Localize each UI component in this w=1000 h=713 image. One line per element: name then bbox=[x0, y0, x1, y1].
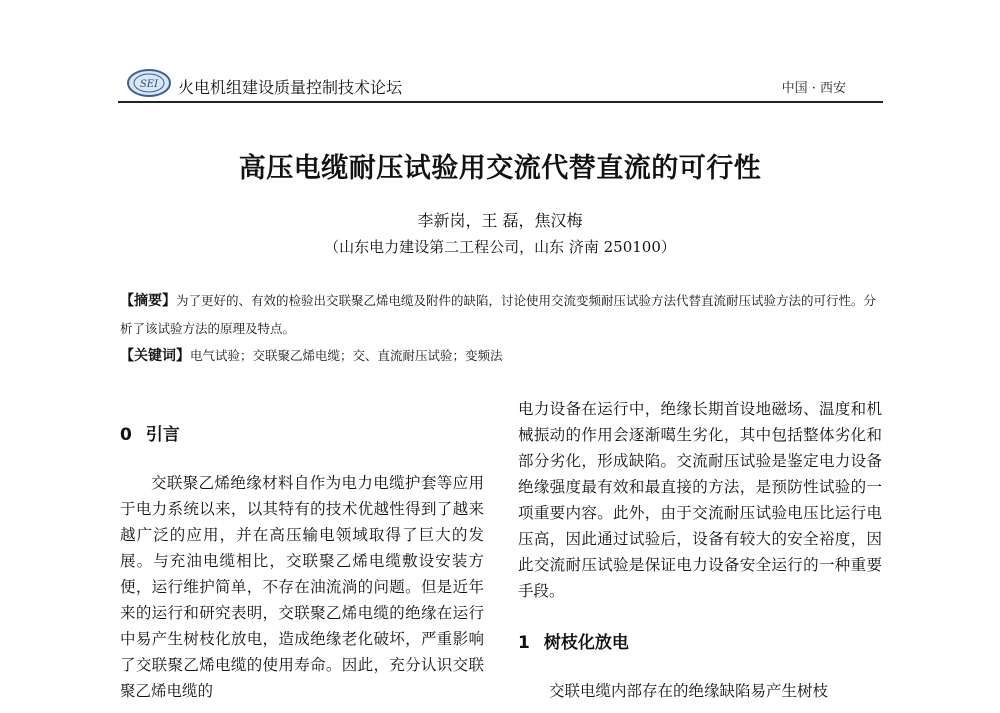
section-1-paragraph: 交联电缆内部存在的绝缘缺陷易产生树枝 bbox=[549, 682, 829, 700]
right-paragraph: 电力设备在运行中，绝缘长期首设地磁场、温度和机械振动的作用会逐渐噶生劣化，其中包括整体劣化和部分劣化，形成缺陷。交流耐压试验是鉴定电力设备绝缘强度最有效和最直接的方法，是预防性试验的一项重要内容。此外，由于交流耐压试验电压比运行电压高，因此通过试验后，设备有较大的安全裕度，因此交流耐压试验是保证电力设备安全运行的一种重要手段。 bbox=[518, 400, 882, 600]
intro-paragraph: 交联聚乙烯绝缘材料自作为电力电缆护套等应用于电力系统以来，以其特有的技术优越性得到了越来越广泛的应用，并在高压输电领域取得了巨大的发展。与充油电缆相比，交联聚乙烯电缆敷设安装方便，运行维护简单，不存在油流淌的问题。但是近年来的运行和研究表明，交联聚乙烯电缆的绝缘在运行中易产生树枝化放电，造成绝缘老化破坏，严重影响了交联聚乙烯电缆的使用寿命。因此，充分认识交联聚乙烯电缆的 bbox=[120, 474, 484, 700]
keywords bbox=[120, 342, 885, 370]
section-number: 0 bbox=[120, 425, 132, 445]
keywords-label: 【关键词】 bbox=[120, 348, 190, 364]
abstract-block bbox=[120, 287, 885, 370]
section-title: 树枝化放电 bbox=[543, 633, 629, 653]
page-header bbox=[118, 62, 883, 102]
conference-location: 中国 · 西安 bbox=[781, 81, 846, 96]
abstract bbox=[120, 287, 885, 342]
section-number: 1 bbox=[518, 633, 530, 653]
paper-authors: 李新岗，王 磊，焦汉梅 bbox=[417, 211, 583, 230]
paper-title: 高压电缆耐压试验用交流代替直流的可行性 bbox=[238, 153, 762, 184]
right-column bbox=[518, 396, 882, 704]
section-title: 引言 bbox=[145, 425, 180, 445]
section-0-heading bbox=[120, 422, 484, 448]
conference-logo bbox=[126, 68, 172, 98]
keywords-text: 电气试验；交联聚乙烯电缆；交、直流耐压试验；变频法 bbox=[190, 348, 503, 363]
header-rule bbox=[118, 101, 883, 103]
section-1-heading bbox=[518, 630, 882, 656]
paper-affiliation: （山东电力建设第二工程公司，山东 济南 250100） bbox=[324, 238, 676, 256]
left-column bbox=[120, 396, 484, 704]
abstract-label: 【摘要】 bbox=[120, 293, 176, 309]
svg-text:SEI: SEI bbox=[139, 79, 159, 90]
conference-title: 火电机组建设质量控制技术论坛 bbox=[178, 78, 403, 97]
abstract-text: 为了更好的、有效的检验出交联聚乙烯电缆及附件的缺陷，讨论使用交流变频耐压试验方法代替直流耐压试验方法的可行性。分析了该试验方法的原理及特点。 bbox=[120, 293, 877, 336]
